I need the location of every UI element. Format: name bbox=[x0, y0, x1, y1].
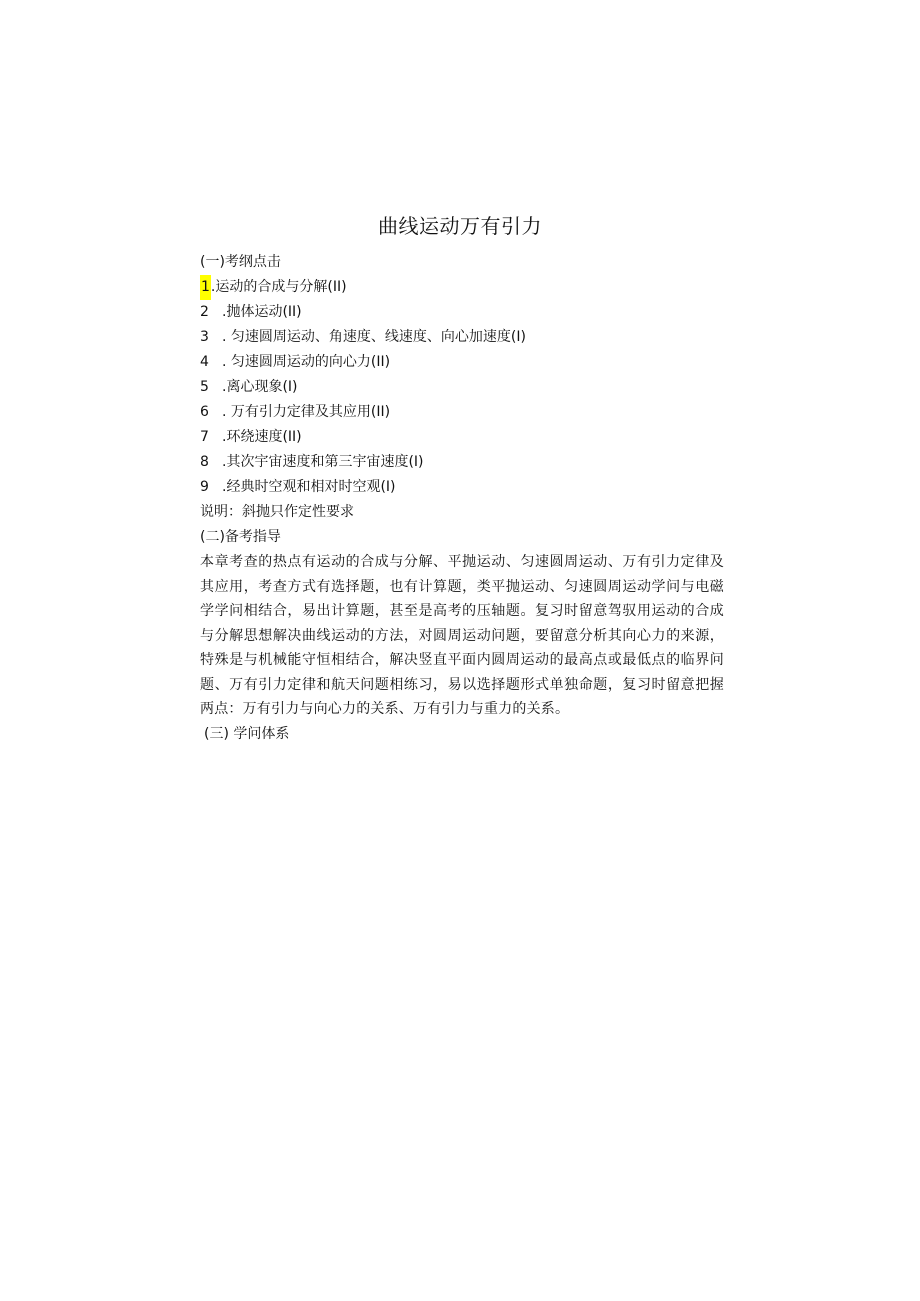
outline-item-8 bbox=[200, 450, 724, 475]
outline-item-4 bbox=[200, 350, 724, 375]
outline-item-text: .环绕速度(II) bbox=[222, 429, 302, 445]
outline-item-number: 3 bbox=[200, 329, 209, 345]
outline-item-1 bbox=[200, 275, 724, 300]
outline-item-text: .其次宇宙速度和第三宇宙速度(I) bbox=[222, 454, 424, 470]
outline-item-number: 5 bbox=[200, 379, 209, 395]
outline-item-text: .运动的合成与分解(II) bbox=[210, 279, 347, 295]
outline-item-number: 9 bbox=[200, 479, 209, 495]
outline-item-number-highlighted: 1 bbox=[200, 275, 211, 300]
outline-item-number: 7 bbox=[200, 429, 209, 445]
outline-item-number: 6 bbox=[200, 404, 209, 420]
outline-item-2 bbox=[200, 300, 724, 325]
outline-item-text: . 万有引力定律及其应用(II) bbox=[222, 404, 391, 420]
outline-item-text: . 匀速圆周运动的向心力(II) bbox=[222, 354, 391, 370]
guidance-paragraph: 本章考查的热点有运动的合成与分解、平抛运动、匀速圆周运动、万有引力定律及其应用，考查方式有选择题，也有计算题，类平抛运动、匀速圆周运动学问与电磁学学问相结合，易出计算题，甚至是高考的压轴题。复习时留意驾驭用运动的合成与分解思想解决曲线运动的方法，对圆周运动问题，要留意分析其向心力的来源，特殊是与机械能守恒相结合，解决竖直平面内圆周运动的最高点或最低点的临界问题、万有引力定律和航天问题相练习，易以选择题形式单独命题，复习时留意把握两点：万有引力与向心力的关系、万有引力与重力的关系。 bbox=[200, 554, 724, 717]
section-heading-outline: (一)考纲点击 bbox=[200, 254, 281, 270]
outline-item-text: .离心现象(I) bbox=[222, 379, 298, 395]
outline-item-number: 2 bbox=[200, 304, 209, 320]
outline-item-5 bbox=[200, 375, 724, 400]
outline-item-text: . 匀速圆周运动、角速度、线速度、向心加速度(I) bbox=[222, 329, 526, 345]
outline-item-text: .经典时空观和相对时空观(I) bbox=[222, 479, 396, 495]
outline-item-6 bbox=[200, 400, 724, 425]
outline-item-number: 8 bbox=[200, 454, 209, 470]
outline-item-text: .抛体运动(II) bbox=[222, 304, 302, 320]
section-heading-knowledge-system: (三) 学问体系 bbox=[204, 725, 290, 742]
document-body bbox=[200, 250, 724, 747]
outline-item-9 bbox=[200, 475, 724, 500]
outline-item-number: 4 bbox=[200, 354, 209, 370]
section-heading-guidance: (二)备考指导 bbox=[200, 529, 281, 545]
outline-item-3 bbox=[200, 325, 724, 350]
page-title: 曲线运动万有引力 bbox=[378, 214, 542, 238]
outline-item-7 bbox=[200, 425, 724, 450]
outline-note: 说明：斜抛只作定性要求 bbox=[200, 504, 354, 520]
